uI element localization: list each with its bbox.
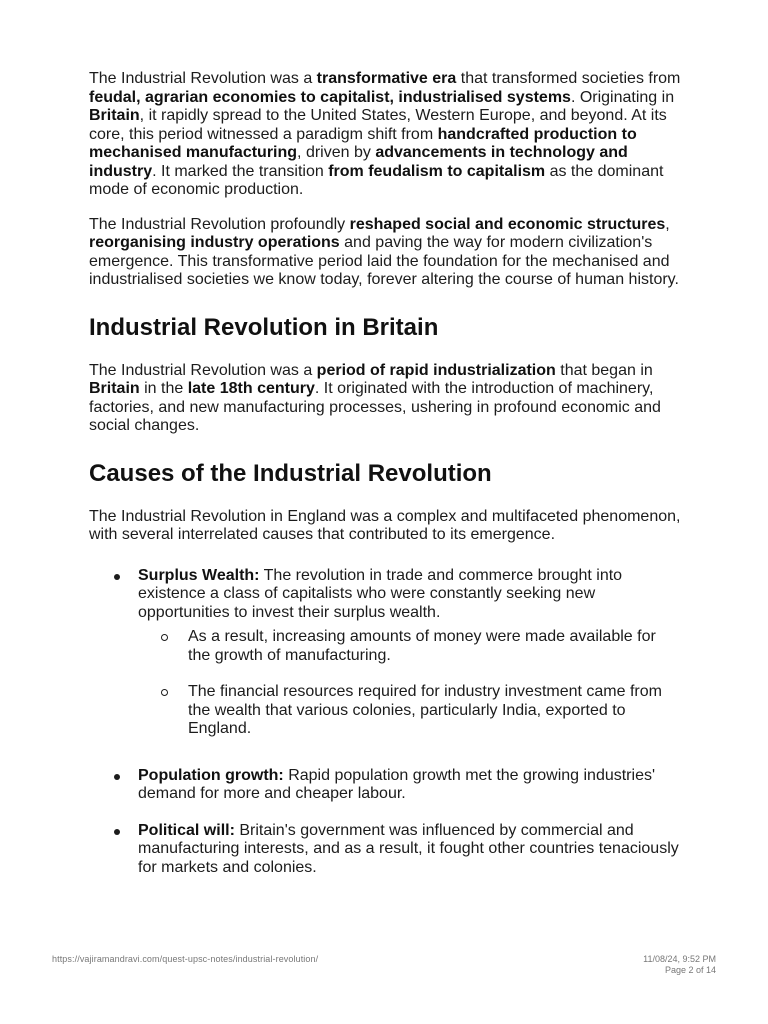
bold-text: Britain [89,380,140,397]
bold-text: late 18th century [187,380,315,397]
footer-datetime: 11/08/24, 9:52 PM [643,954,716,964]
bold-text: period of rapid industrialization [316,361,556,379]
cause-item [89,767,681,804]
intro-paragraph-2 [89,216,681,290]
text-run: , it rapidly spread to the United States, Western Europe, and beyond. At its core, this period witnessed a paradigm shift from [89,107,667,143]
sub-item-text: The financial resources required for industry investment came from the wealth that various colonies, particularly India, exported to England. [188,683,662,737]
text-run: that began in [555,361,653,379]
bullet-icon [114,829,120,835]
britain-paragraph [89,362,681,436]
text-run: that transformed societies from [456,70,681,87]
text-run: . It originated with the introduction of machinery, factories, and new manufacturing processes, ushering in profound economic and social changes. [89,380,661,434]
hollow-bullet-icon [161,634,168,641]
cause-text: The revolution in trade and commerce brought into existence a class of capitalists who were constantly seeking new opportunities to invest their surplus wealth. [138,566,623,621]
cause-label: Surplus Wealth: [138,566,260,584]
bold-text: reorganising industry operations [89,234,340,251]
sub-list-item [138,628,681,665]
intro-paragraph-1 [89,70,681,200]
cause-item [89,822,681,878]
bold-text: reshaped social and economic structures [349,215,666,233]
hollow-bullet-icon [161,689,168,696]
cause-item [89,567,681,739]
text-run: . It marked the transition [152,162,329,180]
footer-meta [643,954,716,976]
sub-list-item [138,683,681,739]
bullet-icon [114,774,120,780]
bold-text: transformative era [316,70,457,87]
text-run: , driven by [297,144,376,161]
sub-item-text: As a result, increasing amounts of money were made available for the growth of manufacturing. [188,628,656,664]
footer-url: https://vajiramandravi.com/quest-upsc-notes/industrial-revolution/ [52,954,319,964]
text-run: and paving the way for modern civilization's emergence. This transformative period laid the foundation for the mechanised and industrialised societies we know today, forever altering the course of human history. [89,234,679,288]
section-heading-causes: Causes of the Industrial Revolution [89,459,492,487]
text-run: The Industrial Revolution was a [89,70,317,87]
bullet-icon [114,574,120,580]
footer-page-number: Page 2 of 14 [664,965,716,975]
bold-text: handcrafted production to mechanised manufacturing [89,125,637,161]
bold-text: advancements in technology and industry [89,144,628,180]
text-run: The Industrial Revolution was a [89,361,317,379]
sub-list [138,628,681,739]
text-run: , [665,215,670,233]
causes-intro: The Industrial Revolution in England was a complex and multifaceted phenomenon, with several interrelated causes that contributed to its emergence. [89,507,681,543]
section-heading-britain: Industrial Revolution in Britain [89,313,439,341]
cause-text: Rapid population growth met the growing industries' demand for more and cheaper labour. [138,766,656,802]
bold-text: Britain [89,107,140,124]
text-run: as the dominant mode of economic production. [89,162,664,198]
text-run: in the [139,380,188,397]
cause-text: Britain's government was influenced by commercial and manufacturing interests, and as a result, it fought other countries tenaciously for markets and colonies. [138,821,679,876]
text-run: . Originating in [570,88,675,106]
cause-label: Political will: [138,821,235,839]
causes-list [89,567,681,878]
text-run: The Industrial Revolution profoundly [89,215,350,233]
cause-label: Population growth: [138,766,284,784]
bold-text: feudal, agrarian economies to capitalist, industrialised systems [89,88,571,106]
bold-text: from feudalism to capitalism [328,162,546,180]
document-body [89,70,681,895]
